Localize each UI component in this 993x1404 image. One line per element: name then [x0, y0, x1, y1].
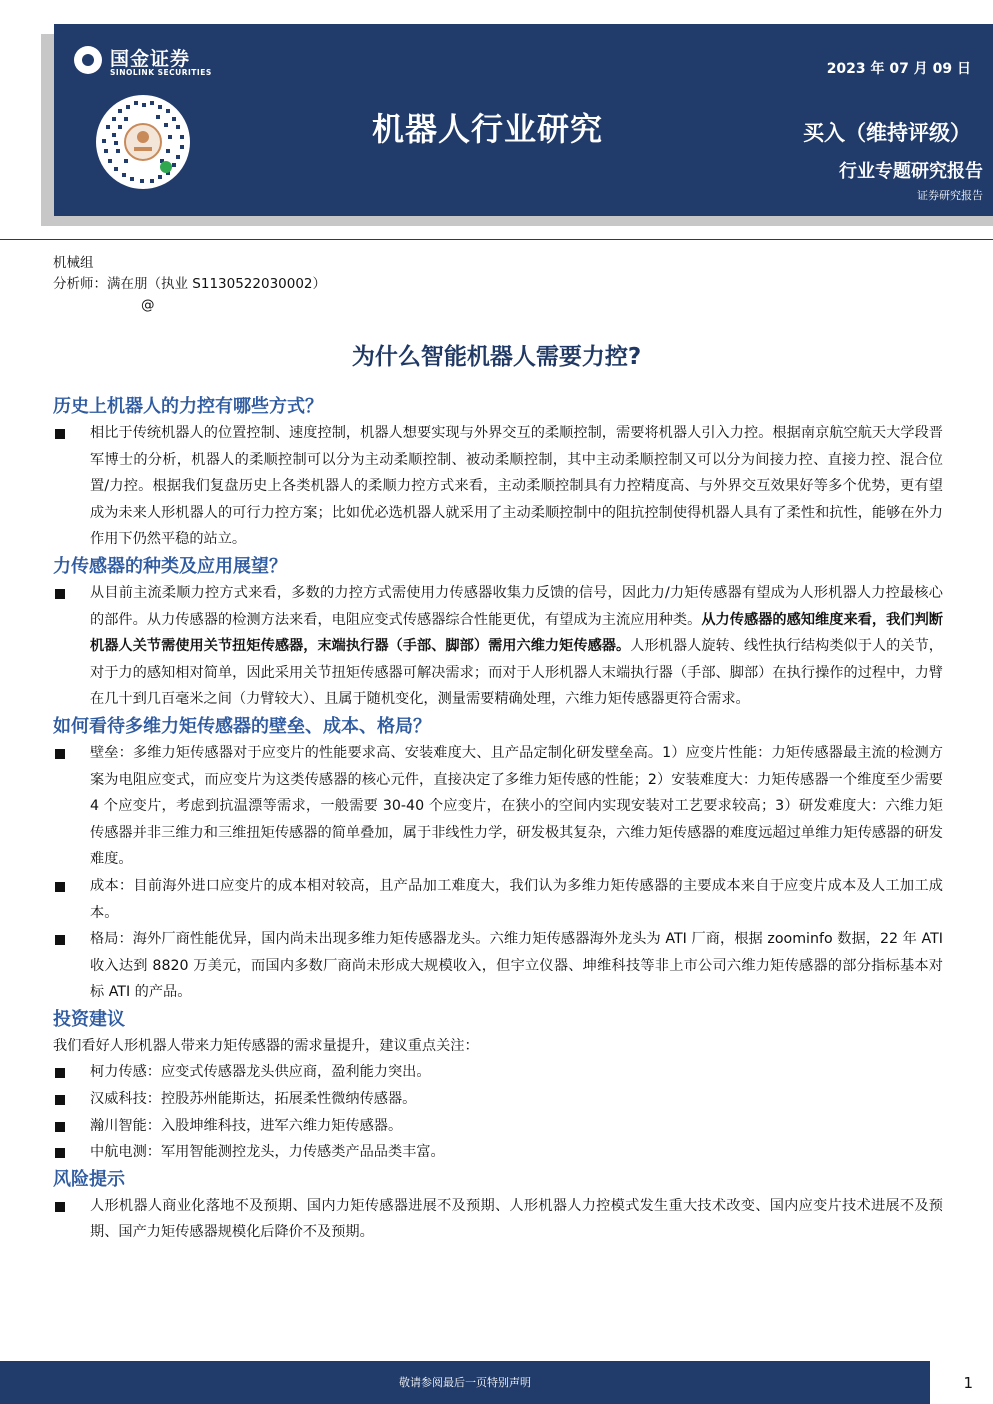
- report-type: 行业专题研究报告: [839, 161, 983, 182]
- meta-info: [53, 253, 326, 316]
- logo-text: 国金证券: [110, 48, 191, 70]
- square-bullet-icon: [55, 589, 65, 599]
- paragraph-text: 柯力传感：应变式传感器龙头供应商，盈利能力突出。: [90, 1064, 431, 1081]
- section-title: 投资建议: [53, 1008, 125, 1030]
- paragraph-text: 瀚川智能：入股坤维科技，进军六维力矩传感器。: [90, 1117, 403, 1134]
- paragraph-text: 格局：海外厂商性能优异，国内尚未出现多维力矩传感器龙头。六维力矩传感器海外龙头为 ATI 厂商，根据 zoominfo 数据，22 年 ATI 收入达到 8820 万美元，而国内多数厂商尚未形成大规模收入，但宇立仪器、坤维科技等非上市公司六维力矩传感器的部分指标基本对标 ATI 的产品。: [90, 931, 943, 1001]
- bullet-paragraph: [53, 873, 943, 926]
- header-divider: [0, 239, 993, 240]
- bullet-paragraph: [53, 740, 943, 873]
- analyst-email: @: [141, 297, 155, 313]
- square-bullet-icon: [55, 749, 65, 759]
- bullet-paragraph: [53, 580, 943, 713]
- main-title: 为什么智能机器人需要力控?: [351, 344, 642, 370]
- bullet-paragraph: [53, 1086, 943, 1113]
- paragraph-text: 中航电测：军用智能测控龙头，力传感类产品品类丰富。: [90, 1144, 445, 1161]
- footer-notice: 敬请参阅最后一页特别声明: [399, 1376, 531, 1389]
- square-bullet-icon: [55, 1068, 65, 1078]
- bullet-paragraph: [53, 1193, 943, 1246]
- sector-group: 机械组: [53, 255, 94, 271]
- report-category: 证券研究报告: [917, 189, 983, 202]
- square-bullet-icon: [55, 429, 65, 439]
- report-date: 2023 年 07 月 09 日: [826, 61, 971, 77]
- bullet-paragraph: [53, 926, 943, 1006]
- header-banner: [54, 24, 993, 216]
- footer-disclaimer-bar: [0, 1361, 930, 1404]
- paragraph-text: 人形机器人商业化落地不及预期、国内力矩传感器进展不及预期、人形机器人力控模式发生重大技术改变、国内应变片技术进展不及预期、国产力矩传感器规模化后降价不及预期。: [90, 1197, 943, 1241]
- page-number: 1: [963, 1374, 973, 1392]
- report-body: [53, 393, 943, 1246]
- bullet-paragraph: [53, 1113, 943, 1140]
- bullet-paragraph: [53, 1139, 943, 1166]
- paragraph-text: 汉威科技：控股苏州能斯达，拓展柔性微纳传感器。: [90, 1091, 417, 1108]
- square-bullet-icon: [55, 1122, 65, 1132]
- analyst-line: 分析师：满在朋（执业 S1130522030002）: [53, 276, 327, 292]
- section-title: 力传感器的种类及应用展望？: [53, 555, 287, 577]
- paragraph-text: 相比于传统机器人的位置控制、速度控制，机器人想要实现与外界交互的柔顺控制，需要将机器人引入力控。根据南京航空航天大学段晋军博士的分析，机器人的柔顺控制可以分为主动柔顺控制、被动柔顺控制，其中主动柔顺控制又可以分为间接力控、直接力控、混合位置/力控。根据我们复盘历史上各类机器人的柔顺力控方式来看，主动柔顺控制具有力控精度高、与外界交互效果好等多个优势，更有望成为未来人形机器人的可行力控方案；比如优必选机器人就采用了主动柔顺控制中的阻抗控制使得机器人具有了柔性和抗性，能够在外力作用下仍然平稳的站立。: [90, 425, 943, 548]
- paragraph-text: 人形机器人旋转、线性执行结构类似于人的关节，对于力的感知相对简单，因此采用关节扭矩传感器可解决需求；而对于人形机器人末端执行器（手部、脚部）在执行操作的过程中，力臂在几十到几百毫米之间（力臂较大）、且属于随机变化，测量需要精确处理，六维力矩传感器更符合需求。: [90, 638, 943, 708]
- report-title: 机器人行业研究: [372, 110, 604, 148]
- logo-mark-icon: [74, 46, 102, 74]
- section-title: 如何看待多维力矩传感器的壁垒、成本、格局？: [53, 715, 431, 737]
- square-bullet-icon: [55, 1148, 65, 1158]
- logo-subtext: SINOLINK SECURITIES: [110, 68, 212, 77]
- square-bullet-icon: [55, 935, 65, 945]
- paragraph-bold-text: 从力传感器的感知维度来看，我们判断机器人关节需使用关节扭矩传感器，末端执行器（手部、脚部）需用六维力矩传感器。: [90, 611, 943, 655]
- bullet-paragraph: [53, 420, 943, 553]
- mini-program-qr-code: [96, 95, 190, 189]
- square-bullet-icon: [55, 1202, 65, 1212]
- paragraph-text: 壁垒：多维力矩传感器对于应变片的性能要求高、安装难度大、且产品定制化研发壁垒高。1）应变片性能：力矩传感器最主流的检测方案为电阻应变式，而应变片为这类传感器的核心元件，直接决定了多维力矩传感的性能；2）安装难度大：力矩传感器一个维度至少需要 4 个应变片，考虑到抗温漂等需求，一般需要 30-40 个应变片，在狭小的空间内实现安装对工艺要求较高；3）研发难度大：六维力矩传感器并非三维力和三维扭矩传感器的简单叠加，属于非线性力学，研发极其复杂，六维力矩传感器的难度远超过单维力矩传感器的研发难度。: [90, 744, 943, 868]
- paragraph-text: 从目前主流柔顺力控方式来看，多数的力控方式需使用力传感器收集力反馈的信号，因此力/力矩传感器有望成为人形机器人力控最核心的部件。从力传感器的检测方法来看，电阻应变式传感器综合性能更优，有望成为主流应用种类。: [90, 584, 943, 628]
- section-title: 风险提示: [53, 1168, 125, 1190]
- section-intro: 我们看好人形机器人带来力矩传感器的需求量提升，建议重点关注：: [53, 1037, 479, 1054]
- rating: 买入（维持评级）: [803, 121, 971, 145]
- square-bullet-icon: [55, 1095, 65, 1105]
- paragraph-text: 成本：目前海外进口应变片的成本相对较高，且产品加工难度大，我们认为多维力矩传感器的主要成本来自于应变片成本及人工加工成本。: [90, 877, 943, 921]
- section-title: 历史上机器人的力控有哪些方式？: [53, 396, 323, 417]
- company-logo: [74, 44, 274, 80]
- bullet-paragraph: [53, 1059, 943, 1086]
- square-bullet-icon: [55, 882, 65, 892]
